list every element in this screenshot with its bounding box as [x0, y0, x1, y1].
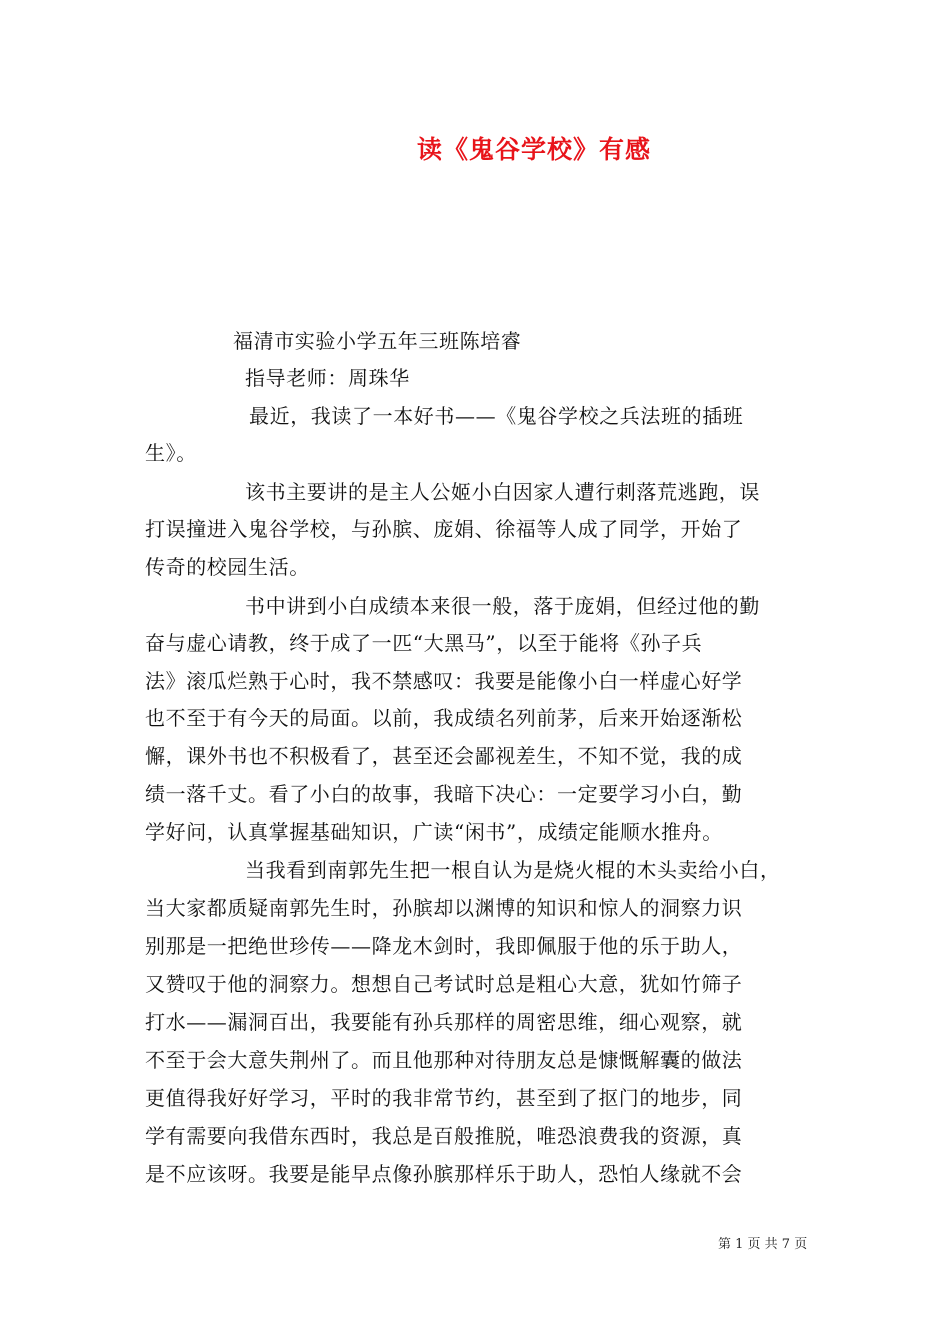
body-line-6: 书中讲到小白成绩本来很一般，落于庞娟，但经过他的勤	[245, 594, 760, 618]
body-line-18: 不至于会大意失荆州了。而且他那种对待朋友总是慷慨解囊的做法	[145, 1048, 743, 1072]
body-line-15: 别那是一把绝世珍传——降龙木剑时，我即佩服于他的乐于助人，	[145, 934, 743, 958]
body-line-9: 也不至于有今天的局面。以前，我成绩名列前茅，后来开始逐渐松	[145, 706, 743, 730]
author-line: 福清市实验小学五年三班陈培睿	[233, 329, 522, 353]
body-line-2: 生》。	[145, 441, 197, 465]
body-line-16: 又赞叹于他的洞察力。想想自己考试时总是粗心大意，犹如竹筛子	[145, 972, 743, 996]
body-line-11: 绩一落千丈。看了小白的故事，我暗下决心：一定要学习小白，勤	[145, 782, 743, 806]
body-line-14: 当大家都质疑南郭先生时，孙膑却以渊博的知识和惊人的洞察力识	[145, 896, 743, 920]
body-line-1: 最近，我读了一本好书——《鬼谷学校之兵法班的插班	[249, 404, 744, 428]
body-line-19: 更值得我好好学习，平时的我非常节约，甚至到了抠门的地步，同	[145, 1086, 743, 1110]
body-line-12: 学好问，认真掌握基础知识，广读“闲书”，成绩定能顺水推舟。	[145, 820, 723, 844]
body-line-4: 打误撞进入鬼谷学校，与孙膑、庞娟、徐福等人成了同学，开始了	[145, 517, 743, 541]
page-footer: 第 1 页 共 7 页	[718, 1237, 808, 1252]
body-line-13: 当我看到南郭先生把一根自认为是烧火棍的木头卖给小白，	[245, 858, 781, 882]
body-line-5: 传奇的校园生活。	[145, 555, 310, 579]
body-line-17: 打水——漏洞百出，我要能有孙兵那样的周密思维，细心观察，就	[145, 1010, 743, 1034]
document-title: 读《鬼谷学校》有感	[416, 135, 651, 164]
body-line-7: 奋与虚心请教，终于成了一匹“大黑马”，以至于能将《孙子兵	[145, 631, 703, 655]
body-line-21: 是不应该呀。我要是能早点像孙膑那样乐于助人，恐怕人缘就不会	[145, 1162, 743, 1186]
body-line-10: 懈，课外书也不积极看了，甚至还会鄙视差生，不知不觉，我的成	[145, 744, 743, 768]
body-line-20: 学有需要向我借东西时，我总是百般推脱，唯恐浪费我的资源，真	[145, 1124, 743, 1148]
teacher-line: 指导老师：周珠华	[245, 366, 410, 390]
body-line-8: 法》滚瓜烂熟于心时，我不禁感叹：我要是能像小白一样虚心好学	[145, 669, 743, 693]
body-line-3: 该书主要讲的是主人公姬小白因家人遭行刺落荒逃跑，误	[245, 480, 760, 504]
